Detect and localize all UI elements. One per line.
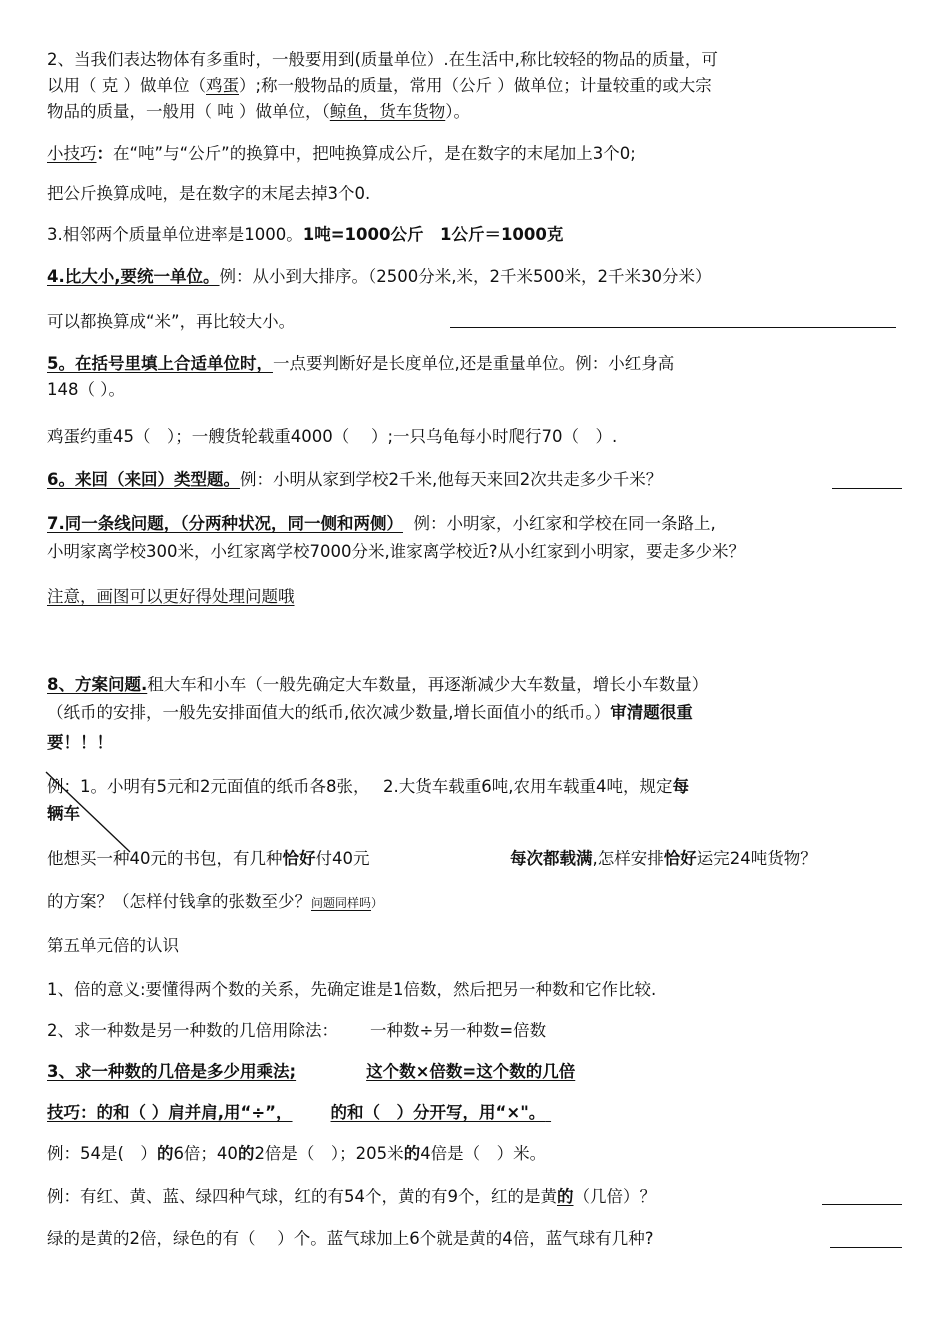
text-line: 物品的质量，一般用（ 吨 ）做单位，（鲸鱼，货车货物）。 [47,102,470,121]
answer-blank [830,1247,902,1248]
diagonal-strike-line [44,770,134,855]
note-line: 注意，画图可以更好得处理问题哦 [47,587,295,606]
unit-title: 第五单元倍的认识 [47,936,179,955]
text-line: 148（ ）。 [47,380,125,399]
rule-line: 3、求一种数的几倍是多少用乘法; 这个数×倍数=这个数的几倍 [47,1062,576,1081]
text-line: 以用（ 克 ）做单位（鸡蛋）;称一般物品的质量，常用（公斤 ）做单位；计量较重的或大宗 [47,76,712,95]
section-4: 4.比大小,要统一单位。例：从小到大排序。（2500分米,米，2千米500米，2千米30分米） [47,267,712,286]
tip-line: 技巧：的和（ ）肩并肩,用“÷”， 的和（ ）分开写，用“×"。 [47,1103,546,1122]
text-line: 可以都换算成“米”，再比较大小。 [47,312,296,331]
section-7: 7.同一条线问题，（分两种状况，同一侧和两侧） 例：小明家，小红家和学校在同一条路上, [47,514,716,533]
section-8: 8、方案问题.租大车和小车（一般先确定大车数量，再逐渐减少大车数量，增长小车数量） [47,675,709,694]
answer-blank [832,488,902,489]
example-line: 例：54是( ）的6倍；40的2倍是（ ）；205米的4倍是（ ）米。 [47,1144,547,1163]
text-line: 3.相邻两个质量单位进率是1000。1吨=1000公斤 1公斤＝1000克 [47,225,564,244]
text-line: 1、倍的意义:要懂得两个数的关系，先确定谁是1倍数，然后把另一种数和它作比较. [47,980,657,999]
text-line: 鸡蛋约重45（ ）；一艘货轮载重4000（ ）;一只乌龟每小时爬行70（ ）. [47,427,618,446]
example-line: 例：1。小明有5元和2元面值的纸币各8张， 2.大货车载重6吨,农用车载重4吨，规定每 [47,777,689,796]
text-line: 每次都载满,怎样安排恰好运完24吨货物？ [510,849,817,868]
text-line: 小明家离学校300米，小红家离学校7000分米,谁家离学校近?从小红家到小明家，要走多少米？ [47,542,745,561]
text-line: 把公斤换算成吨，是在数字的末尾去掉3个0. [47,184,371,203]
example-line: 例：有红、黄、蓝、绿四种气球，红的有54个，黄的有9个，红的是黄的（几倍）？ [47,1187,656,1206]
text-line: 要！！！ [47,733,113,752]
section-5: 5。在括号里填上合适单位时，一点要判断好是长度单位,还是重量单位。例：小红身高 [47,354,675,373]
text-line: （纸币的安排，一般先安排面值大的纸币,依次减少数量,增长面值小的纸币。）审清题很重 [47,703,693,722]
answer-blank [450,327,896,328]
text-line: 2、求一种数是另一种数的几倍用除法： 一种数÷另一种数=倍数 [47,1021,547,1040]
text-line: 的方案？（怎样付钱拿的张数至少？问题同样吗） [47,892,384,911]
text-line: 绿的是黄的2倍，绿色的有（ ）个。蓝气球加上6个就是黄的4倍，蓝气球有几种? [47,1229,654,1248]
answer-blank [822,1204,902,1205]
text-line: 他想买一种40元的书包，有几种恰好付40元 [47,849,370,868]
section-6: 6。来回（来回）类型题。例：小明从家到学校2千米,他每天来回2次共走多少千米？ [47,470,663,489]
tip-line: 小技巧：在“吨”与“公斤”的换算中，把吨换算成公斤，是在数字的末尾加上3个0; [47,144,636,163]
text-line: 辆车 [47,804,80,823]
text-line: 2、当我们表达物体有多重时，一般要用到(质量单位）.在生活中,称比较轻的物品的质量，可 [47,50,718,69]
